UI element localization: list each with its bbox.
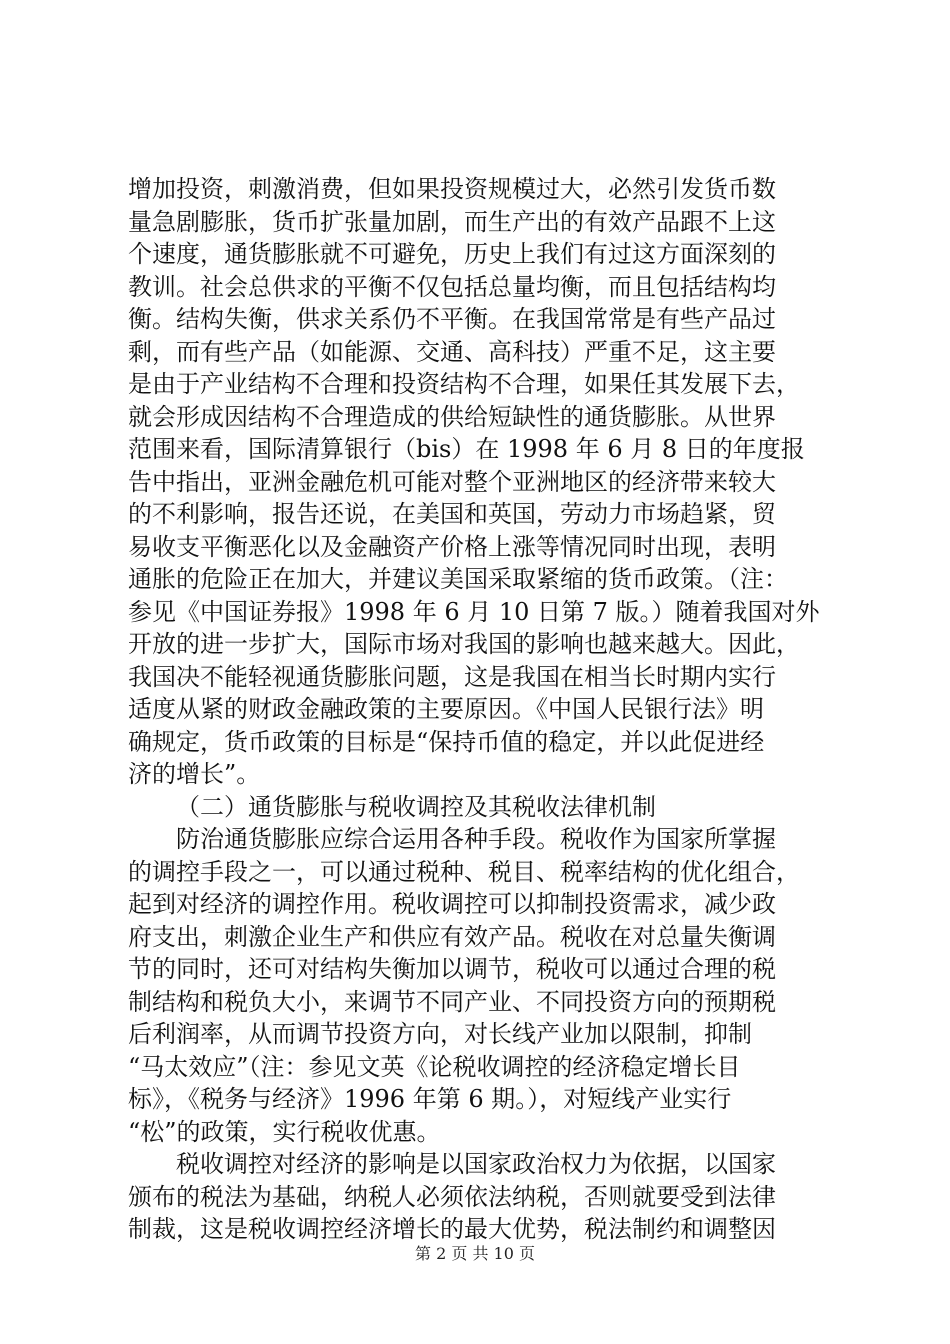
- text-line: 衡。结构失衡，供求关系仍不平衡。在我国常常是有些产品过: [128, 305, 776, 333]
- text-line: 标》，《税务与经济》1996 年第 6 期。），对短线产业实行: [128, 1085, 732, 1113]
- text-line: 参见《中国证券报》1998 年 6 月 10 日第 7 版。）随着我国对外: [128, 597, 820, 626]
- text-line: 通胀的危险正在加大，并建议美国采取紧缩的货币政策。（注：: [128, 565, 788, 593]
- page-number-footer: 第 2 页 共 10 页: [415, 1244, 535, 1263]
- text-line: 范围来看，国际清算银行（bis）在 1998 年 6 月 8 日的年度报: [128, 435, 805, 463]
- text-line: 量急剧膨胀，货币扩张量加剧，而生产出的有效产品跟不上这: [128, 207, 776, 236]
- text-line: 节的同时，还可对结构失衡加以调节，税收可以通过合理的税: [128, 955, 776, 983]
- text-line: 的调控手段之一，可以通过税种、税目、税率结构的优化组合，: [128, 857, 800, 886]
- text-line: 起到对经济的调控作用。税收调控可以抑制投资需求，减少政: [128, 890, 776, 918]
- text-line: “马太效应”（注：参见文英《论税收调控的经济稳定增长目: [128, 1052, 741, 1081]
- text-line: 制结构和税负大小，来调节不同产业、不同投资方向的预期税: [128, 987, 776, 1016]
- text-line: 教训。社会总供求的平衡不仅包括总量均衡，而且包括结构均: [128, 272, 776, 301]
- text-line: “松”的政策，实行税收优惠。: [128, 1117, 441, 1146]
- text-line: 府支出，刺激企业生产和供应有效产品。税收在对总量失衡调: [128, 922, 776, 951]
- text-line: 个速度，通货膨胀就不可避免，历史上我们有过这方面深刻的: [128, 240, 776, 268]
- text-line: 我国决不能轻视通货膨胀问题，这是我国在相当长时期内实行: [128, 662, 776, 691]
- text-line: 制裁，这是税收调控经济增长的最大优势，税法制约和调整因: [128, 1215, 776, 1243]
- text-line: 增加投资，刺激消费，但如果投资规模过大，必然引发货币数: [128, 175, 776, 203]
- paragraph-start: 税收调控对经济的影响是以国家政治权力为依据，以国家: [176, 1150, 776, 1178]
- document-body: [128, 173, 828, 1246]
- text-line: 开放的进一步扩大，国际市场对我国的影响也越来越大。因此，: [128, 630, 800, 658]
- section-heading: （二）通货膨胀与税收调控及其税收法律机制: [176, 792, 656, 821]
- text-line: 就会形成因结构不合理造成的供给短缺性的通货膨胀。从世界: [128, 402, 776, 431]
- text-line: 后利润率，从而调节投资方向，对长线产业加以限制，抑制: [128, 1020, 752, 1048]
- text-line: 颁布的税法为基础，纳税人必须依法纳税，否则就要受到法律: [128, 1182, 776, 1211]
- text-line: 适度从紧的财政金融政策的主要原因。《中国人民银行法》明: [128, 695, 764, 723]
- text-line: 易收支平衡恶化以及金融资产价格上涨等情况同时出现，表明: [128, 532, 776, 561]
- text-line: 告中指出，亚洲金融危机可能对整个亚洲地区的经济带来较大: [128, 467, 776, 496]
- text-line: 的不利影响，报告还说，在美国和英国，劳动力市场趋紧，贸: [128, 500, 776, 528]
- text-line: 剩，而有些产品（如能源、交通、高科技）严重不足，这主要: [128, 337, 776, 366]
- text-line: 确规定，货币政策的目标是“保持币值的稳定，并以此促进经: [128, 727, 765, 756]
- paragraph-start: 防治通货膨胀应综合运用各种手段。税收作为国家所掌握: [176, 825, 776, 853]
- text-line: 济的增长”。: [128, 760, 261, 788]
- text-line: 是由于产业结构不合理和投资结构不合理，如果任其发展下去，: [128, 370, 800, 398]
